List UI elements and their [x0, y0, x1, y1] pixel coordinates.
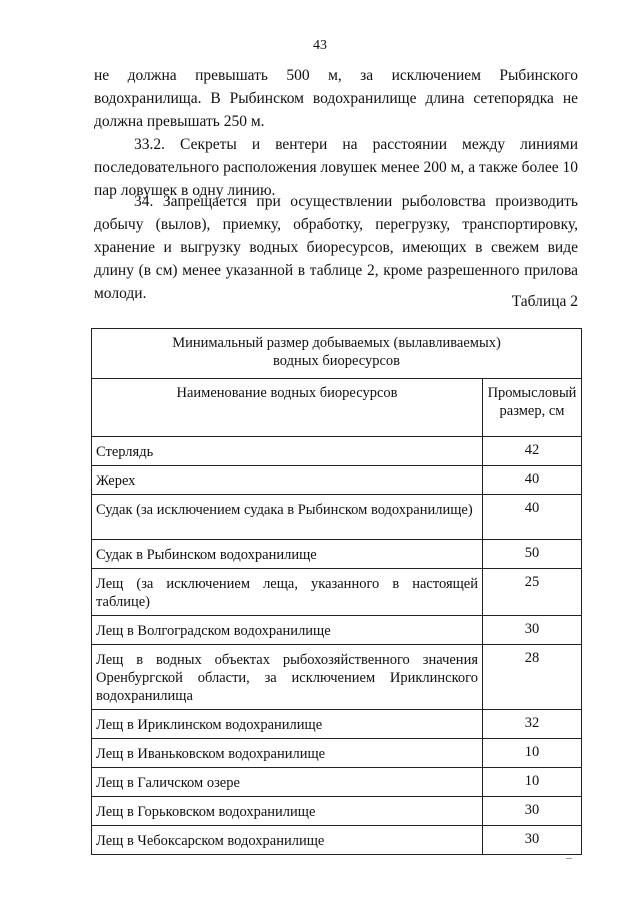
- row-name: Судак (за исключением судака в Рыбинском водохранилище): [92, 495, 483, 540]
- table-row: [92, 826, 582, 855]
- row-size: 50: [483, 540, 582, 569]
- table-row: [92, 437, 582, 466]
- row-size: 40: [483, 495, 582, 540]
- row-name: Лещ в Чебоксарском водохранилище: [92, 826, 483, 855]
- table-row: [92, 768, 582, 797]
- row-name: Лещ в Волгоградском водохранилище: [92, 616, 483, 645]
- column-header-size: [483, 379, 582, 437]
- table-caption: Таблица 2: [511, 293, 578, 310]
- table-row: [92, 569, 582, 616]
- paragraph-2-text: 33.2. Секреты и вентери на расстоянии между линиями последовательного расположения ловушек менее 200 м, а также более 10 пар ловушек в одну линию.: [94, 136, 578, 199]
- paragraph-3: [94, 190, 578, 305]
- column-header-size-line-2: размер, см: [499, 403, 565, 419]
- row-name: Стерлядь: [92, 437, 483, 466]
- table-row: [92, 739, 582, 768]
- row-size: 32: [483, 710, 582, 739]
- table-row: [92, 645, 582, 710]
- row-name: Лещ в Галичском озере: [92, 768, 483, 797]
- row-size: 10: [483, 739, 582, 768]
- column-header-name: Наименование водных биоресурсов: [92, 379, 483, 437]
- table-title-line-2: водных биоресурсов: [272, 353, 401, 369]
- table-row: [92, 797, 582, 826]
- table-title-row: [92, 329, 582, 379]
- table-row: [92, 616, 582, 645]
- paragraph-1: [94, 64, 578, 133]
- row-size: 42: [483, 437, 582, 466]
- row-size: 30: [483, 797, 582, 826]
- table-row: [92, 710, 582, 739]
- row-name: Лещ в водных объектах рыбохозяйственного значения Оренбургской области, за исключением Ириклинского водохранилища: [92, 645, 483, 710]
- table-row: [92, 540, 582, 569]
- row-size: 25: [483, 569, 582, 616]
- table-title: [92, 329, 582, 379]
- row-name: Жерех: [92, 466, 483, 495]
- column-header-size-line-1: Промысловый: [487, 385, 577, 401]
- table-row: [92, 495, 582, 540]
- row-name: Судак в Рыбинском водохранилище: [92, 540, 483, 569]
- size-table: [91, 328, 582, 855]
- table-title-line-1: Минимальный размер добываемых (вылавливаемых): [172, 335, 501, 351]
- row-size: 30: [483, 616, 582, 645]
- row-name: Лещ в Ириклинском водохранилище: [92, 710, 483, 739]
- row-size: 30: [483, 826, 582, 855]
- row-name: Лещ (за исключением леща, указанного в настоящей таблице): [92, 569, 483, 616]
- row-name: Лещ в Горьковском водохранилище: [92, 797, 483, 826]
- row-size: 10: [483, 768, 582, 797]
- table-row: [92, 466, 582, 495]
- table-header-row: [92, 379, 582, 437]
- row-size: 28: [483, 645, 582, 710]
- paragraph-1-text: не должна превышать 500 м, за исключением Рыбинского водохранилища. В Рыбинском водохранилище длина сетепорядка не должна превышать 250 м.: [94, 67, 578, 130]
- scan-mark: [566, 858, 572, 859]
- row-size: 40: [483, 466, 582, 495]
- page-number: 43: [313, 38, 327, 53]
- paragraph-3-text: 34. Запрещается при осуществлении рыболовства производить добычу (вылов), приемку, обработку, перегрузку, транспортировку, хранение и выгрузку водных биоресурсов, имеющих в свежем виде длину (в см) менее указанной в таблице 2, кроме разрешенного прилова молоди.: [94, 193, 578, 302]
- row-name: Лещ в Иваньковском водохранилище: [92, 739, 483, 768]
